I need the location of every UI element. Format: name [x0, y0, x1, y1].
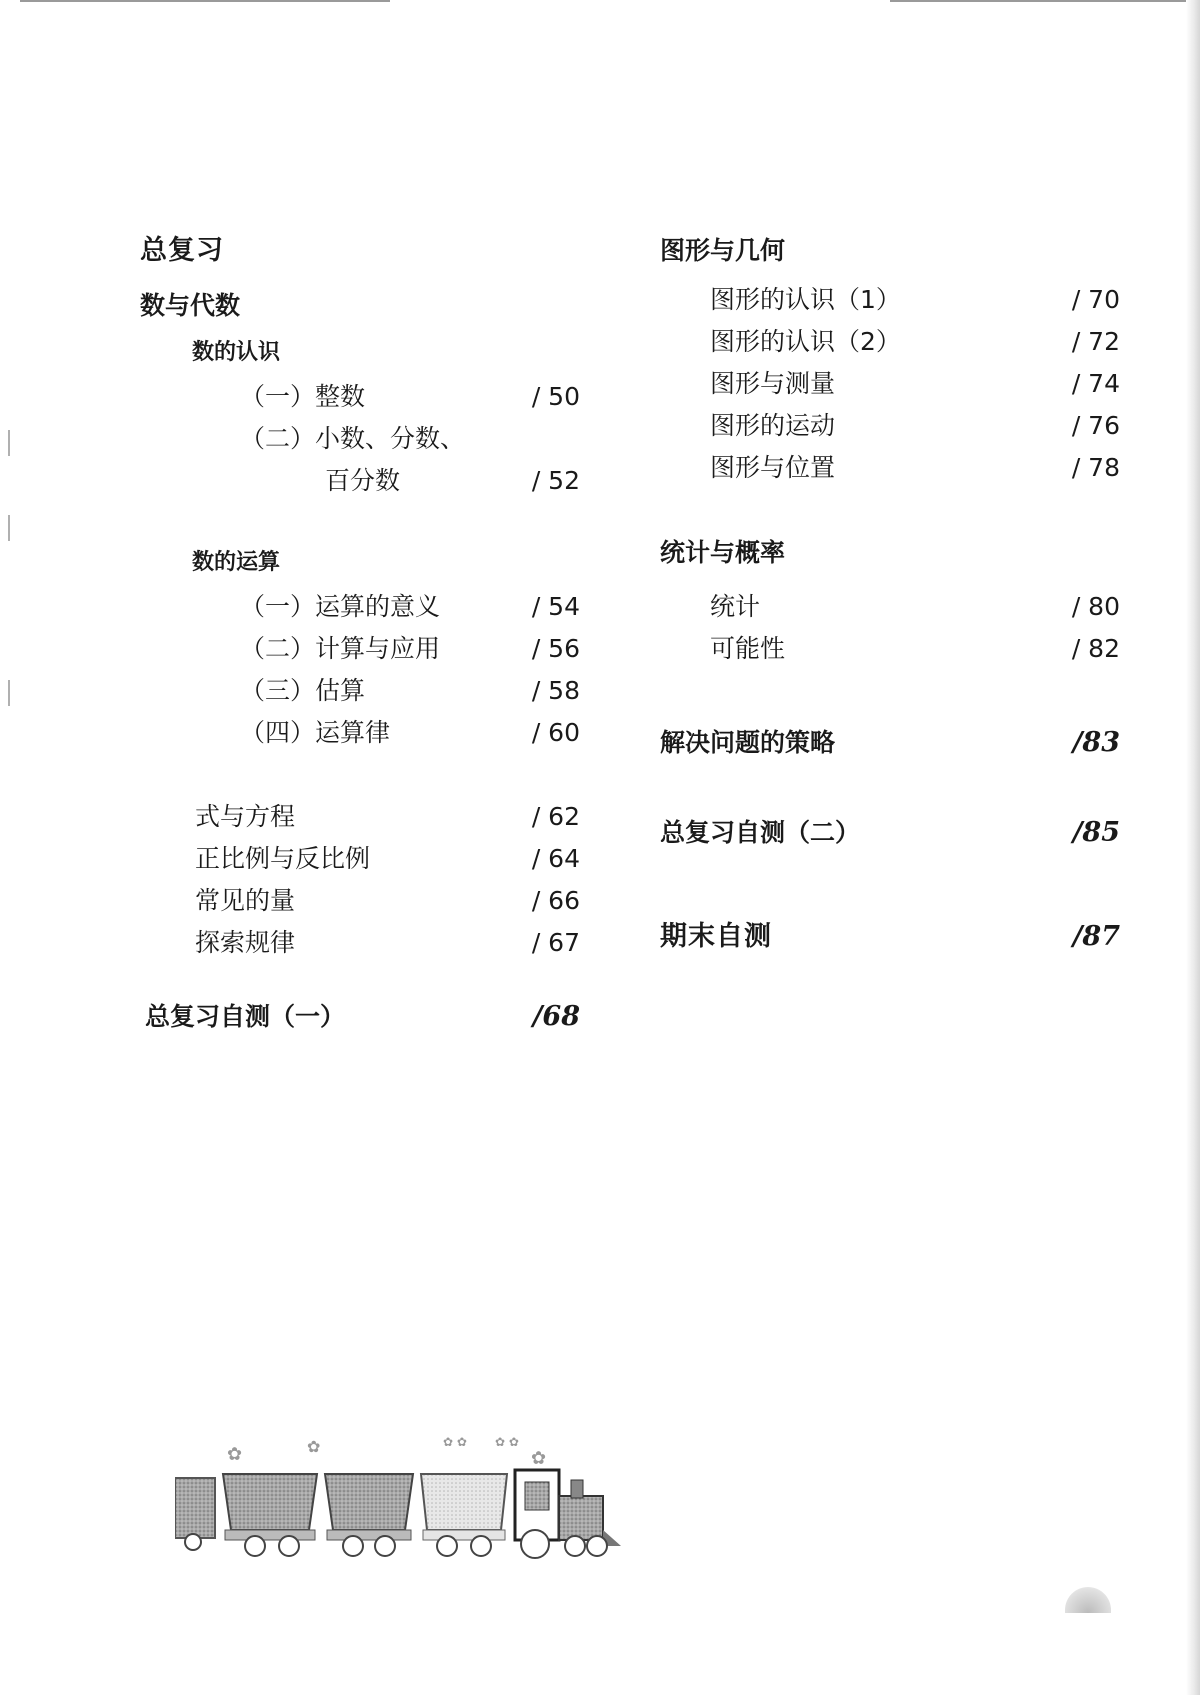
- toc-entry-page: / 56: [531, 634, 580, 663]
- toc-entry-label: 图形的认识（1）: [710, 285, 901, 314]
- toc-entry-label: 探索规律: [195, 928, 296, 957]
- toc-heading: [140, 285, 580, 327]
- toc-entry-page: / 82: [1071, 634, 1120, 663]
- toc-entry-label: 常见的量: [195, 886, 296, 915]
- toc-entry-self-test[interactable]: [660, 812, 1120, 854]
- subsection-heading: 数的运算: [192, 550, 281, 575]
- scan-edge: [1186, 0, 1200, 1695]
- toc-entry-label: （一）运算的意义: [240, 592, 441, 621]
- toc-entry-page: /83: [1072, 727, 1120, 758]
- toc-entry-label: 图形的运动: [710, 411, 836, 440]
- toc-entry[interactable]: [140, 460, 580, 502]
- toc-entry-label: 期末自测: [660, 921, 772, 952]
- toc-entry[interactable]: [140, 922, 580, 964]
- toc-entry-label: 图形的认识（2）: [710, 327, 901, 356]
- svg-text:✿ ✿: ✿ ✿: [495, 1435, 519, 1449]
- toc-entry-label: （一）整数: [240, 382, 366, 411]
- toc-entry-label: 总复习自测（一）: [145, 1002, 346, 1031]
- toc-entry-page: / 58: [531, 676, 580, 705]
- toc-entry-page: / 66: [531, 886, 580, 915]
- section-heading: 统计与概率: [660, 538, 786, 567]
- toc-entry-label: （四）运算律: [240, 718, 391, 747]
- toc-entry-page: /68: [532, 1001, 580, 1032]
- toc-subheading: [140, 542, 580, 584]
- train-car: [223, 1474, 317, 1530]
- toc-entry[interactable]: [140, 628, 580, 670]
- train-illustration: [175, 1430, 625, 1560]
- toc-entry-page: / 50: [531, 382, 580, 411]
- toc-entry[interactable]: [140, 880, 580, 922]
- toc-entry-page: / 72: [1071, 327, 1120, 356]
- toc-entry-self-test[interactable]: [140, 996, 580, 1038]
- scan-artifact-left: [8, 430, 10, 456]
- toc-entry-page: / 76: [1071, 411, 1120, 440]
- toc-entry[interactable]: [660, 321, 1120, 363]
- toc-entry-label: 正比例与反比例: [195, 844, 371, 873]
- toc-entry-page: /85: [1072, 817, 1120, 848]
- toc-entry[interactable]: [660, 405, 1120, 447]
- toc-entry-label: 解决问题的策略: [660, 728, 836, 757]
- flower-icon: [227, 1435, 546, 1469]
- toc-entry[interactable]: [660, 586, 1120, 628]
- toc-entry[interactable]: [660, 628, 1120, 670]
- toc-heading: [140, 230, 580, 272]
- scan-artifact-top: [20, 0, 390, 2]
- toc-entry-page: / 52: [531, 466, 580, 495]
- section-heading: 图形与几何: [660, 236, 786, 265]
- toc-entry-label: （三）估算: [240, 676, 366, 705]
- svg-text:✿: ✿: [227, 1444, 243, 1465]
- toc-entry-label: （二）计算与应用: [240, 634, 441, 663]
- toc-entry-label: 图形与测量: [710, 369, 836, 398]
- toc-entry[interactable]: [660, 447, 1120, 489]
- scan-artifact-left: [8, 680, 10, 706]
- toc-entry-final-test[interactable]: [660, 916, 1120, 958]
- toc-entry[interactable]: [140, 376, 580, 418]
- toc-entry-page: / 70: [1071, 285, 1120, 314]
- section-heading: 数与代数: [140, 291, 241, 320]
- train-car: [175, 1478, 215, 1538]
- toc-entry-label: 式与方程: [195, 802, 296, 831]
- toc-subheading: [140, 332, 580, 374]
- svg-text:✿: ✿: [307, 1437, 321, 1456]
- toc-entry[interactable]: [140, 586, 580, 628]
- toc-entry[interactable]: [140, 838, 580, 880]
- toc-entry[interactable]: [140, 670, 580, 712]
- toc-heading: [660, 532, 1120, 574]
- toc-entry[interactable]: [140, 796, 580, 838]
- toc-entry-strategy[interactable]: [660, 722, 1120, 764]
- toc-entry-page: / 64: [531, 844, 580, 873]
- toc-entry-label: 图形与位置: [710, 453, 836, 482]
- toc-entry-page: / 54: [531, 592, 580, 621]
- svg-text:✿: ✿: [531, 1448, 547, 1469]
- toc-entry-page: / 67: [531, 928, 580, 957]
- toc-entry-page: / 78: [1071, 453, 1120, 482]
- toc-entry[interactable]: [140, 418, 580, 460]
- scan-artifact-top: [890, 0, 1190, 2]
- toc-entry-page: /87: [1072, 921, 1120, 952]
- toc-entry-label: 总复习自测（二）: [660, 818, 861, 847]
- train-car: [325, 1474, 413, 1530]
- toc-entry-page: / 80: [1071, 592, 1120, 621]
- toc-entry-page: / 62: [531, 802, 580, 831]
- toc-entry[interactable]: [660, 363, 1120, 405]
- svg-text:✿ ✿: ✿ ✿: [443, 1435, 467, 1449]
- toc-entry[interactable]: [140, 712, 580, 754]
- toc-entry-label: 统计: [710, 592, 761, 621]
- toc-entry-label: 百分数: [325, 466, 401, 495]
- toc-entry-label: 可能性: [710, 634, 786, 663]
- section-title: 总复习: [140, 235, 224, 266]
- toc-entry-label: （二）小数、分数、: [240, 424, 466, 453]
- subsection-heading: 数的认识: [192, 340, 281, 365]
- toc-heading: [660, 230, 1120, 272]
- toc-entry[interactable]: [660, 279, 1120, 321]
- toc-entry-page: / 60: [531, 718, 580, 747]
- toc-entry-page: / 74: [1071, 369, 1120, 398]
- train-car: [421, 1474, 507, 1530]
- scan-artifact-left: [8, 515, 10, 541]
- corner-decoration: [1065, 1587, 1111, 1613]
